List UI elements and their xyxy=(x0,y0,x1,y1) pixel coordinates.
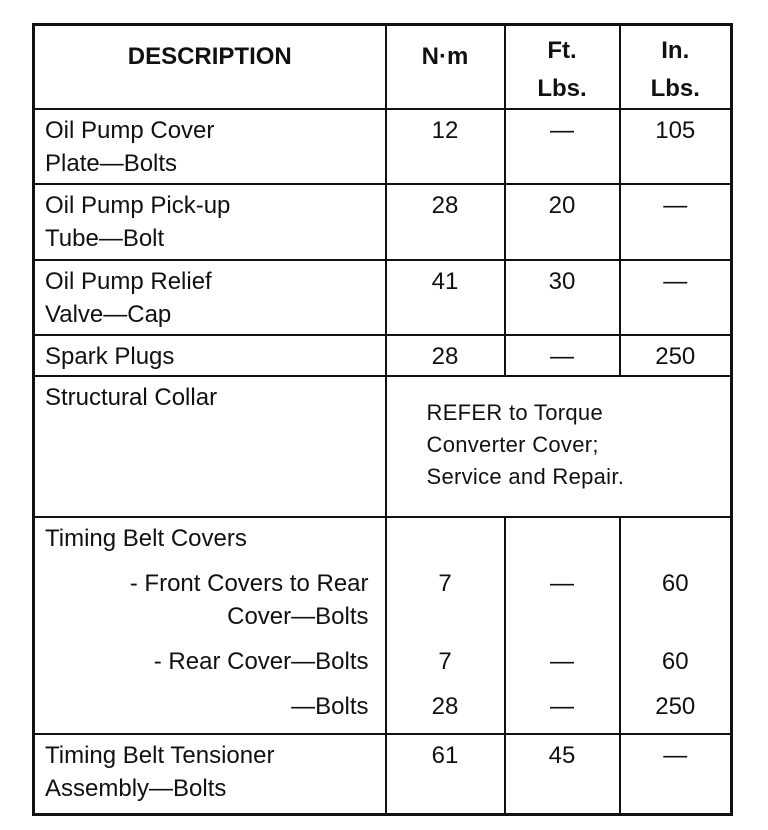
header-description: DESCRIPTION xyxy=(34,25,386,110)
row-nm: 7 7 28 xyxy=(386,517,505,734)
sub-item-description: Cover—Bolts xyxy=(227,603,369,630)
row-in-lbs: — xyxy=(620,734,732,814)
sub-item-description: - Rear Cover—Bolts xyxy=(153,648,369,675)
row-description: Timing Belt Tensioner Assembly—Bolts xyxy=(34,734,386,814)
row-nm: 61 xyxy=(386,734,505,814)
row-nm: 28 xyxy=(386,335,505,376)
table-row xyxy=(34,517,732,734)
table-row xyxy=(34,184,732,260)
row-in-lbs: — xyxy=(620,184,732,260)
header-in-lbs: In. Lbs. xyxy=(620,25,732,110)
table-row xyxy=(34,335,732,376)
row-nm: 28 xyxy=(386,184,505,260)
table-row xyxy=(34,260,732,335)
table-row xyxy=(34,376,732,517)
row-description: Oil Pump Relief Valve—Cap xyxy=(34,260,386,335)
row-description: Spark Plugs xyxy=(34,335,386,376)
row-ft-lbs: — xyxy=(505,109,620,184)
row-ft-lbs: 20 xyxy=(505,184,620,260)
row-in-lbs: — xyxy=(620,260,732,335)
row-ft-lbs: 45 xyxy=(505,734,620,814)
refer-note: REFER to Torque Converter Cover; Service and Repair. xyxy=(386,376,732,517)
header-row xyxy=(34,25,732,110)
table-row xyxy=(34,734,732,814)
header-nm: N·m xyxy=(386,25,505,110)
row-in-lbs: 250 xyxy=(620,335,732,376)
row-ft-lbs: 30 xyxy=(505,260,620,335)
row-ft-lbs: — — — xyxy=(505,517,620,734)
table-row xyxy=(34,109,732,184)
sub-item-description: - Front Covers to Rear xyxy=(129,570,369,597)
row-description: Structural Collar xyxy=(34,376,386,517)
row-ft-lbs: — xyxy=(505,335,620,376)
sub-item-description: —Bolts xyxy=(291,693,369,720)
row-in-lbs: 105 xyxy=(620,109,732,184)
header-ft-lbs: Ft. Lbs. xyxy=(505,25,620,110)
torque-spec-table xyxy=(32,23,733,816)
row-nm: 12 xyxy=(386,109,505,184)
row-nm: 41 xyxy=(386,260,505,335)
row-description: Oil Pump Cover Plate—Bolts xyxy=(34,109,386,184)
row-description: Timing Belt Covers - Front Covers to Rear Cover—Bolts - Rear Cover—Bolts —Bolts xyxy=(34,517,386,734)
row-description: Oil Pump Pick-up Tube—Bolt xyxy=(34,184,386,260)
row-in-lbs: 60 60 250 xyxy=(620,517,732,734)
